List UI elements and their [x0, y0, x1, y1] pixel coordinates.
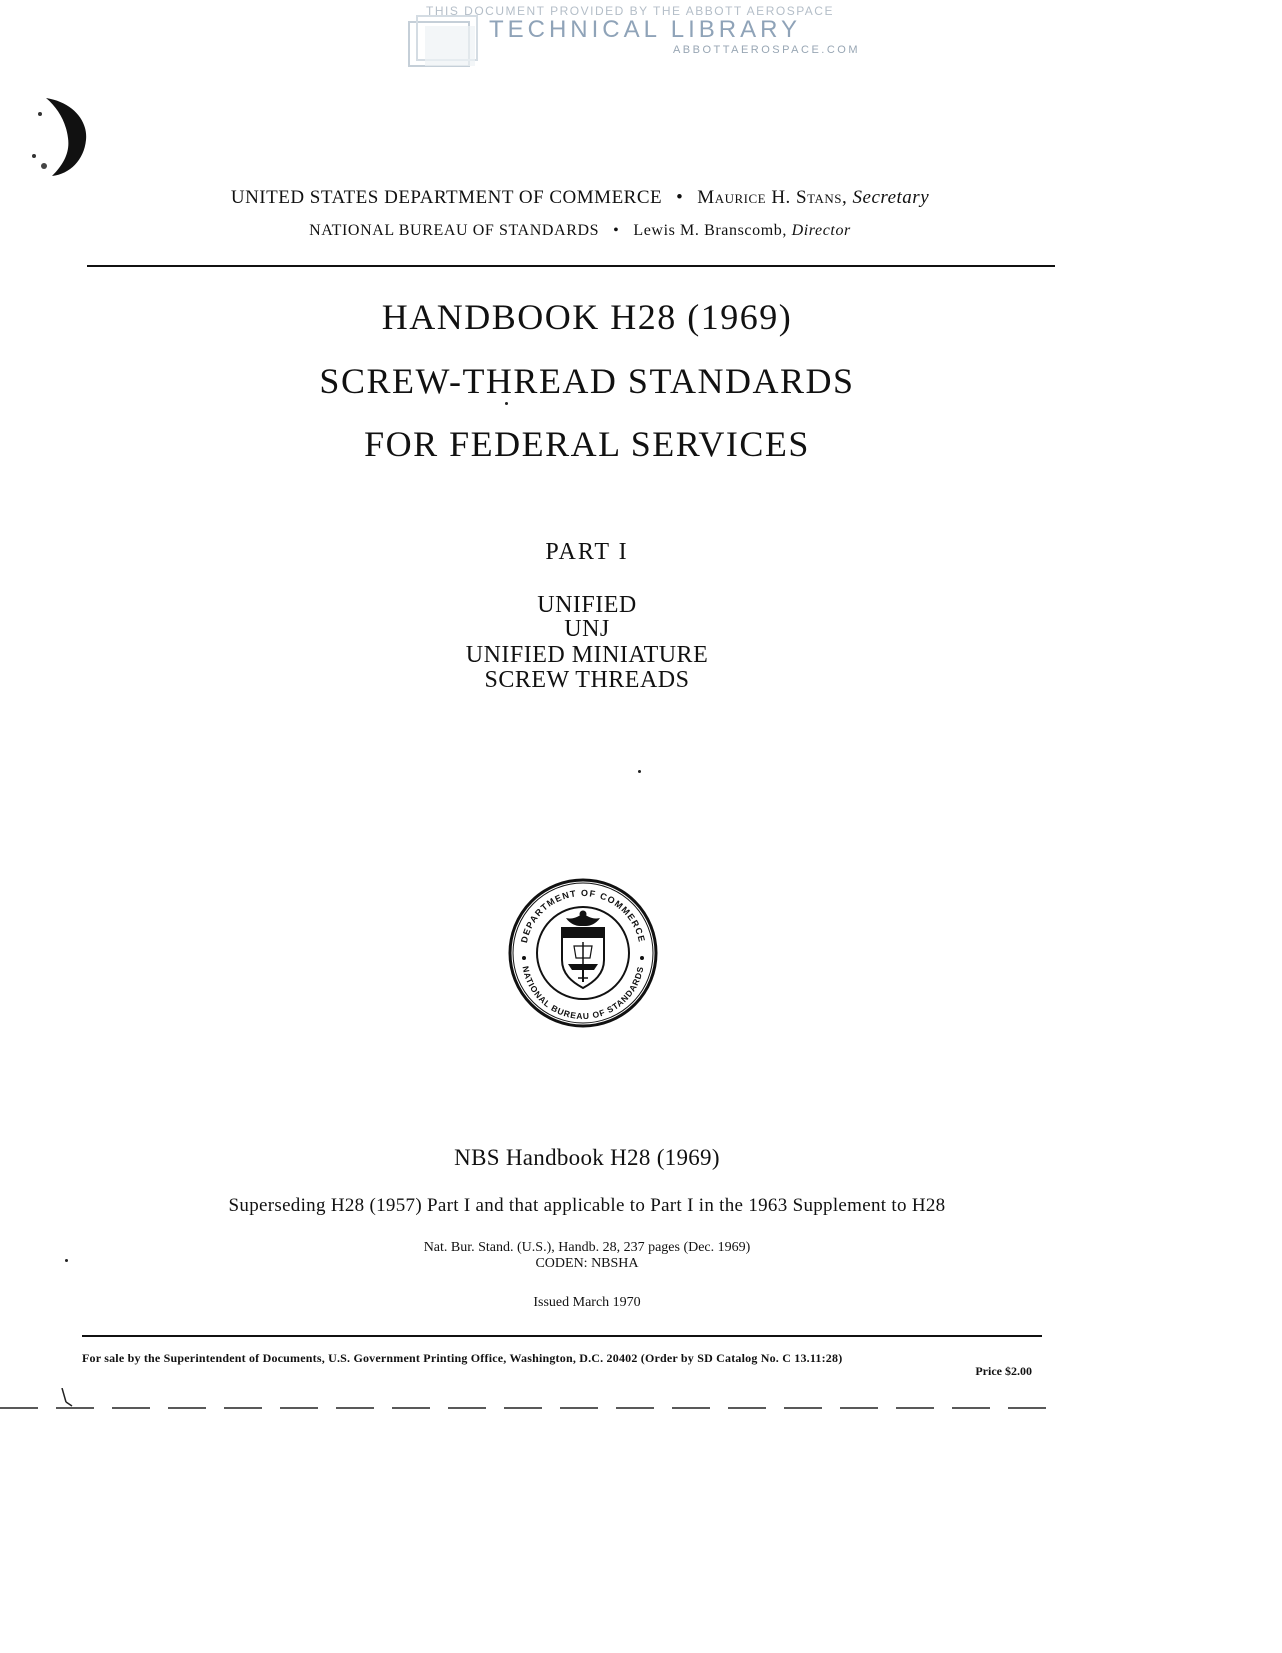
watermark-technical-library: TECHNICAL LIBRARY — [488, 16, 802, 43]
bullet-separator: • — [676, 187, 684, 208]
part-label: PART I — [545, 539, 629, 565]
seal-top-text: DEPARTMENT OF COMMERCE — [518, 887, 648, 944]
part-item: UNIFIED — [537, 592, 637, 618]
sale-notice: For sale by the Superintendent of Documents, U.S. Government Printing Office, Washington, D.C. 20402 (Order by SD Catalog No. C 13.11:28) — [82, 1351, 843, 1365]
part-item: SCREW THREADS — [484, 667, 690, 693]
bullet-separator: • — [613, 222, 620, 239]
title-audience-line: FOR FEDERAL SERVICES — [364, 424, 810, 464]
publication-name: NBS Handbook H28 (1969) — [454, 1145, 720, 1170]
citation-block — [87, 1240, 1087, 1272]
speck — [505, 402, 508, 405]
director-title: Director — [791, 222, 851, 239]
coden-line: CODEN: NBSHA — [535, 1256, 639, 1271]
seal-bottom-text: NATIONAL BUREAU OF STANDARDS — [520, 965, 646, 1022]
superseding-note: Superseding H28 (1957) Part I and that applicable to Part I in the 1963 Supplement to H28 — [228, 1195, 946, 1216]
masthead-department-line — [140, 187, 1020, 209]
department-name: UNITED STATES DEPARTMENT OF COMMERCE — [230, 187, 663, 208]
secretary-name: Maurice H. Stans, — [697, 187, 848, 208]
header-divider — [87, 265, 1055, 267]
speck — [65, 1259, 68, 1262]
citation-line: Nat. Bur. Stand. (U.S.), Handb. 28, 237 pages (Dec. 1969) — [423, 1240, 751, 1255]
watermark-provided-by: THIS DOCUMENT PROVIDED BY THE ABBOTT AEROSPACE — [426, 4, 834, 18]
masthead-bureau-line — [200, 222, 960, 240]
speck — [638, 770, 641, 773]
department-of-commerce-seal — [508, 878, 658, 1028]
part-item: UNIFIED MINIATURE — [465, 642, 709, 668]
watermark-url[interactable]: ABBOTTAEROSPACE.COM — [672, 44, 860, 56]
handbook-title: HANDBOOK H28 (1969) — [381, 297, 793, 337]
punch-hole-mark-icon — [24, 94, 92, 178]
issued-date: Issued March 1970 — [533, 1295, 641, 1310]
price: Price $2.00 — [975, 1364, 1032, 1378]
secretary-title: Secretary — [852, 187, 930, 208]
bureau-name: NATIONAL BUREAU OF STANDARDS — [309, 222, 600, 239]
part-item: UNJ — [564, 616, 610, 642]
dashed-cut-line — [0, 1388, 1060, 1418]
title-subject-line: SCREW-THREAD STANDARDS — [319, 361, 855, 401]
director-name: Lewis M. Branscomb, — [633, 222, 787, 239]
footer-divider — [82, 1335, 1042, 1337]
